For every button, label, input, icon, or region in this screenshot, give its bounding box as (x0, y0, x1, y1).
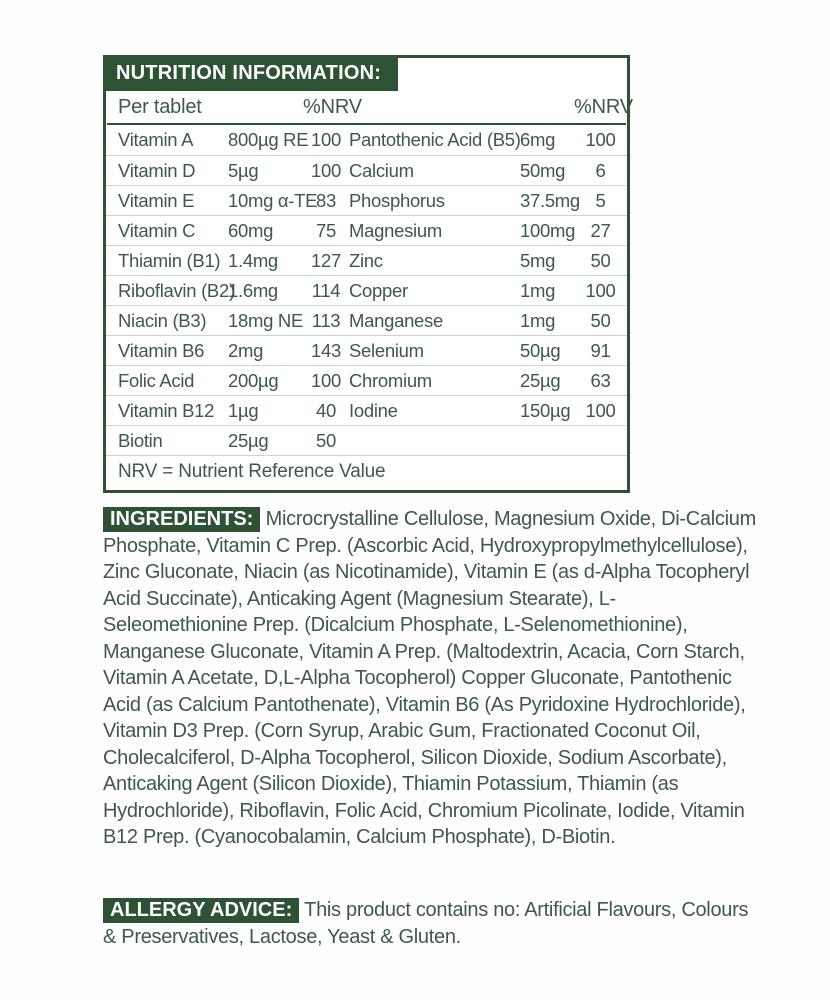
nutrient-name: Vitamin C (118, 219, 196, 241)
nutrient-name: Pantothenic Acid (B5) (349, 129, 521, 150)
nutrient-amount: 1.6mg (228, 279, 278, 301)
table-row (106, 155, 627, 185)
nutrient-name: Niacin (B3) (118, 309, 207, 331)
table-row (106, 425, 627, 455)
nutrient-amount: 1mg (520, 309, 556, 331)
allergy-advice-label: ALLERGY ADVICE: (103, 898, 299, 923)
nutrient-name: Copper (349, 279, 408, 301)
nutrient-amount: 5mg (520, 249, 556, 271)
header-nrv-left: %NRV (303, 95, 362, 118)
table-row (106, 305, 627, 335)
nutrition-panel-title: NUTRITION INFORMATION: (116, 61, 382, 84)
nutrient-name: Manganese (349, 309, 443, 331)
nutrient-nrv: 143 (311, 339, 341, 361)
table-row (106, 365, 627, 395)
nutrient-amount: 800µg RE (228, 129, 309, 150)
nutrient-amount: 200µg (228, 369, 279, 391)
nutrient-amount: 6mg (520, 129, 556, 150)
nutrient-nrv: 127 (311, 249, 341, 271)
nutrient-nrv: 27 (590, 219, 611, 241)
nrv-footnote-text: NRV = Nutrient Reference Value (118, 461, 386, 482)
nutrient-nrv: 5 (595, 189, 606, 211)
header-nrv-right: %NRV (574, 95, 633, 118)
nutrient-name: Folic Acid (118, 369, 195, 391)
nutrient-amount: 150µg (520, 399, 571, 421)
nutrient-amount: 1mg (520, 279, 556, 301)
nutrient-nrv: 6 (595, 159, 606, 181)
nutrient-amount: 50mg (520, 159, 566, 181)
nutrient-amount: 1µg (228, 399, 259, 421)
nutrient-nrv: 100 (585, 129, 616, 150)
table-row (106, 215, 627, 245)
header-per-tablet: Per tablet (118, 95, 202, 118)
nutrient-nrv: 114 (311, 279, 341, 301)
nutrient-amount: 18mg NE (228, 309, 304, 331)
nutrient-name: Vitamin D (118, 159, 196, 181)
nutrient-nrv: 100 (585, 399, 616, 421)
ingredients-label: INGREDIENTS: (103, 507, 260, 532)
table-row (106, 395, 627, 425)
nutrient-amount: 10mg α-TE (228, 189, 318, 211)
allergy-advice-section (103, 897, 758, 950)
nutrient-name: Vitamin B12 (118, 399, 215, 421)
nutrient-nrv: 63 (590, 369, 611, 391)
nutrient-amount: 100mg (520, 219, 576, 241)
nutrient-name: Selenium (349, 339, 424, 361)
table-header-row (106, 91, 633, 123)
nrv-footnote (106, 455, 627, 488)
table-row (106, 275, 627, 305)
nutrient-name: Vitamin E (118, 189, 195, 211)
nutrient-name: Chromium (349, 369, 432, 391)
nutrient-nrv: 100 (585, 279, 616, 301)
allergy-advice-text: This product contains no: Artificial Flavours, Colours & Preservatives, Lactose, Yeast & Gluten. (103, 899, 749, 948)
nutrition-panel-title-bar (103, 55, 398, 91)
nutrient-name: Iodine (349, 399, 398, 421)
table-row (106, 245, 627, 275)
nutrient-amount: 60mg (228, 219, 274, 241)
nutrient-amount: 25µg (520, 369, 561, 391)
nutrient-nrv: 50 (590, 309, 611, 331)
nutrient-nrv: 100 (311, 129, 341, 150)
nutrient-amount: 50µg (520, 339, 561, 361)
nutrient-nrv: 100 (311, 369, 341, 391)
table-row (106, 125, 627, 155)
nutrition-rows (106, 125, 627, 455)
ingredients-section (103, 506, 758, 851)
nutrient-amount: 25µg (228, 429, 269, 451)
nutrient-name: Vitamin A (118, 129, 194, 150)
nutrition-panel-content (106, 91, 633, 488)
nutrient-name: Biotin (118, 429, 163, 451)
nutrient-nrv: 50 (316, 429, 336, 451)
nutrient-amount: 1.4mg (228, 249, 278, 271)
nutrient-name: Thiamin (B1) (118, 249, 221, 271)
nutrient-nrv: 75 (316, 219, 336, 241)
nutrient-nrv: 91 (590, 339, 611, 361)
nutrient-nrv: 83 (316, 189, 336, 211)
ingredients-text: Microcrystalline Cellulose, Magnesium Oxide, Di-Calcium Phosphate, Vitamin C Prep. (Ascorbic Acid, Hydroxypropylmethylcellulose), Zinc Gluconate, Niacin (as Nicotinamide), Vitamin E (as d-Alpha Tocopheryl Acid Succinate), Anticaking Agent (Magnesium Stearate), L-Seleomethionine Prep. (Dicalcium Phosphate, L-Selenomethionine), Manganese Gluconate, Vitamin A Prep. (Maltodextrin, Acacia, Corn Starch, Vitamin A Acetate, D,L-Alpha Tocopherol) Copper Gluconate, Pantothenic Acid (as Calcium Pantothenate), Vitamin B6 (As Pyridoxine Hydrochloride), Vitamin D3 Prep. (Corn Syrup, Arabic Gum, Fractionated Coconut Oil, Cholecalciferol, D-Alpha Tocopherol, Silicon Dioxide, Sodium Ascorbate), Anticaking Agent (Silicon Dioxide), Thiamin Potassium, Thiamin (as Hydrochloride), Riboflavin, Folic Acid, Chromium Picolinate, Iodide, Vitamin B12 Prep. (Cyanocobalamin, Calcium Phosphate), D-Biotin. (103, 508, 756, 848)
nutrient-amount: 37.5mg (520, 189, 580, 211)
nutrient-name: Phosphorus (349, 189, 445, 211)
nutrient-amount: 5µg (228, 159, 259, 181)
nutrient-nrv: 113 (311, 309, 341, 331)
nutrient-nrv: 50 (590, 249, 611, 271)
nutrient-name: Magnesium (349, 219, 442, 241)
table-row (106, 185, 627, 215)
nutrient-nrv: 40 (316, 399, 336, 421)
nutrient-name: Zinc (349, 249, 383, 271)
nutrition-panel (103, 55, 633, 493)
nutrient-amount: 2mg (228, 339, 264, 361)
nutrient-name: Riboflavin (B2) (118, 279, 235, 301)
table-row (106, 335, 627, 365)
nutrient-nrv: 100 (311, 159, 341, 181)
nutrient-name: Vitamin B6 (118, 339, 205, 361)
nutrient-name: Calcium (349, 159, 414, 181)
